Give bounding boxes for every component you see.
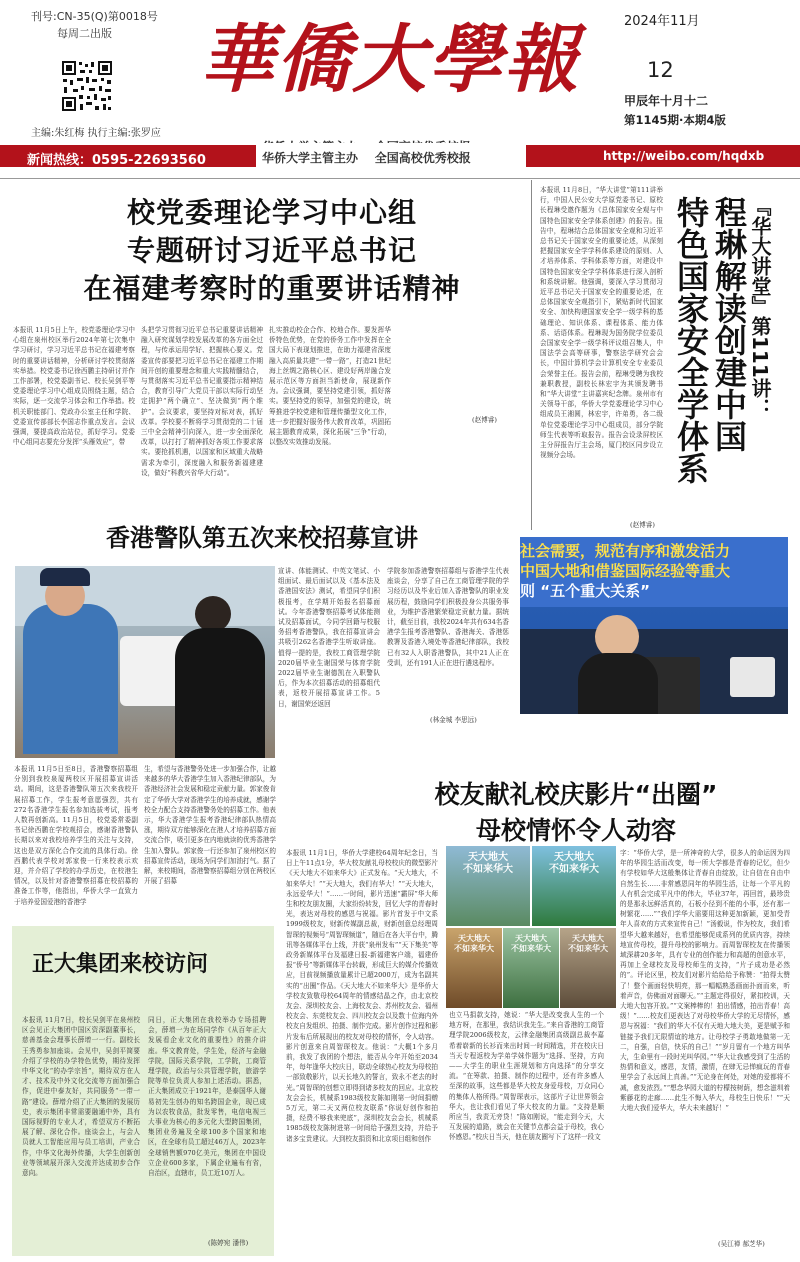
article5-col1: 本报讯 11月7日，校长吴剑平在泉州校区会见正大集团中国区资深副董事长，慈善基金会理事长薛增一一行。副校长王秀勇参加座谈。会见中，吴剑平简要介绍了学校的办学特色优势，期待发挥中华文化“的办学宗旨”，期待双方在人才、技术及中外文化交流等方面加强合作，促进中泰友好，共同服务“一带一路”建设。薛增介绍了正大集团的发展历史，表示集团非常需要融通中外，具有国际视野的专业人才，希望双方不断拓展了解、深化合作。座谈会上，与会人员就人工智能应用与员工培训，产业合作，中华文化海外传播，大学生创新创业等领域展开深入交流并达成初步合作意向。: [22, 1016, 140, 1178]
poster-5-title: 天大地大 不如来华大: [568, 934, 608, 953]
article5-col2: 同日，正大集团在我校举办专场招聘会，薛增一为在场同学作《从百年正大发展看企业文化的重要性》的推介讲座。华文教育处，学生处，经济与金融学院，国际关系学院，工学院，工商管理学院，政治与公共管理学院，旅游学院等单位负责人参加上述活动。据悉，正大集团成立于1921年，是泰国华人谢易初先生创办的知名跨国企业，现已成为以农牧食品，批发零售，电信电视三大事业为核心的多元化大型跨国集团，集团业务遍及全球100多个国家和地区，在全球有员工超过46万人，2023年全球销售额970亿美元，集团在中国设立企业600多家，下属企业遍布有省，自治区，直辖市，员工近10万人。: [148, 1016, 266, 1178]
article3-col2: 生，希望与香港警务处进一步加强合作，让越来越多的华大香港学生加入香港纪律部队，为香港经济社会发展和稳定贡献力量。郭家俊肯定了华侨大学对香港学生的培养成就，感谢学校全力配合支持香港警务处的招募工作。他表示，华大香港学生报考香港纪律部队热情高涨，期待双方能够深化在港人才培养招募方面交流合作，吸引更多在内地就读的优秀香港学生加入警队。郭家俊一行还参加了泉州校区的招募宣传活动，现场为同学们加油打气。据了解，来校期间，香港警察招募组分别在两校区开展了招募: [144, 765, 276, 886]
article1-col1: 本报讯 11月5日上午，校党委理论学习中心组在泉州校区举行2024年第七次集中学习研讨，学习习近平总书记在福建考察时的重要讲话精神，分析研讨学校贯彻落实举措。校党委书记徐西鹏主持研讨并作工作部署，校党委副书记、校长吴剑平等党委理论学习中心组成员围绕主题，结合实际，逐一交流学习体会和工作举措。校机关职能部门、党政办公室主任和学院、党委宣传部部长李国志作重点发言。会议强调，要提高政治站位，抓好学习。党委中心组同志要充分发挥“头雁效应”，带: [13, 326, 135, 447]
article2-headline: [672, 196, 748, 496]
article1-col4-continued: [400, 410, 520, 450]
poster-2-title: 天大地大 不如来华大: [549, 852, 599, 875]
article4-col2: 也立马捐款支持，她说：“华大是改变我人生的一个地方呀，在那里，我结识我先生。”来自香港的工商管理学院2006级校友，云律金融集团高级副总裁李嘉希着崭新的长衫而来出时间一时间精选，并在校庆日当天专程返校为学弟学妹作题为“选择、坚持，方向——大学生的职业生涯规划和方向选择”的分享交流。“在筹款、拍摄、制作的过程中，还有许多感人至深的故事，这些都是华大校友身爱母校，万众同心的集体人格所得。”周智琛表示，这部片子让世界领会华大，也让我们看见了华大校友的力量。“支持是顺所应当，我责无旁贷！”陈如刚说，“能走到今天，大互发展的道路，就会在关键节点都会益于母校，我心怀感恩。”校庆日当天，他在朋友圈写下了这样一段文: [449, 1011, 604, 1142]
article1-headline: [14, 194, 530, 308]
frequency: 每周二出版: [57, 27, 112, 40]
speaker-body: [578, 653, 658, 714]
article1-col2: 头把学习贯彻习近平总书记重要讲话精神融入研究谋划学校发展改革的各方面全过程，与传承运用学好、把握核心要义。党委宣传部要把习近平总书记在福建工作期间开创的重要理念和重大实践精髓结合，与贯彻落实习近平总书记重要指示精神结合，教育引导广大党员干部以实际行动坚定拥护“两个确立”、坚决做到“两个维护”。会议要求，要坚持对标对表，抓好改革。学校要不断将学习贯彻党的二十届三中全会精神引向深入，进一步全面深化改革，以打打了精神抓好各项工作要求落实。要抢抓机遇，以国家和区域重大战略需求为牵引，深度融入和服务新福建建设，做好“科教兴省华大行动”。: [141, 326, 263, 477]
article2-headline-line2: 特色国家安全学体系: [672, 196, 710, 484]
article2-headline-line1: 程琳解读创建中国: [710, 196, 748, 452]
article3-headline: 香港警队第五次来校招募宣讲: [106, 524, 418, 552]
film-poster-4: [502, 927, 560, 1009]
police-recruit-photo: [15, 566, 275, 758]
column-divider: [531, 180, 532, 530]
news-hotline: 新闻热线：0595-22693560: [27, 153, 206, 168]
issue-number: 第1145期·本期4版: [624, 113, 726, 127]
article4-headline: [376, 777, 776, 849]
date-year-month: 2024年11月: [624, 14, 700, 29]
officer-figure: [23, 604, 118, 754]
article3-col3: 宣讲、体能测试、中英文笔试、小组面试、最后面试以及《基本法及香港国安法》测试，希望同学们积极报考，在学期开始报名招募面试。今年香港警察招募考试体能测试及招募面试，今同学回籍与校服务招考香港警队，我在招募宣讲会共吸引262名香港学生听取讲座。值得一提的是，我校工商管理学院2020届毕业生谢国荣与体育学院2022届毕业生谢德凯在入职警队后，作为本次招募活动的招募组代表，返校开展招募宣讲工作。5日，谢国荣还返回: [278, 567, 380, 708]
lunar-date: 甲辰年十月十二: [624, 94, 709, 108]
lecture-screen: [730, 657, 775, 697]
article1-headline-line3: 在福建考察时的重要讲话精神: [83, 272, 461, 305]
lecture-banner: [520, 541, 788, 601]
film-poster-3: [445, 927, 503, 1009]
lecture-banner-line3: 则 “五个重大关系”: [520, 582, 650, 600]
slogan-strip: 华侨大学主管主办 全国高校优秀校报: [262, 151, 471, 165]
film-poster-2: [531, 845, 617, 927]
article4-headline-line1: 校友献礼校庆影片“出圈”: [434, 780, 718, 809]
article1-byline: (赵博睿): [472, 416, 497, 424]
article1-headline-line2: 专题研讨习近平总书记: [126, 234, 417, 267]
date-day: 12: [647, 58, 674, 82]
weibo-link[interactable]: http://weibo.com/hqdxb: [603, 149, 765, 163]
poster-1-title: 天大地大 不如来华大: [463, 852, 513, 875]
article5-byline: (陈婷宛 潘伟): [208, 1239, 249, 1247]
article4-col3: 字：“华侨大学，是一所神奇的大学，很多人的命运因为四年的华园生活而改变，每一所大学都是青春的记忆，但少有学校如华大这般集体让青春自由绽放，让自信在自由中自然生长……非常感恩同年的华园生活，让每一个平凡的人有机会完成平凡中的伟大，毕业37年，再回首，最珍贵的是那永远鲜活真的，石板小径到不能的小事，还有那一树繁花……”“我们学华大需要用这种更加新颖，更加受青年人喜欢的方式来宣传自己！”汤毅说，作为校友，我们希望华大越来越好，也希望能够促成系列的优质内容，持续地宣传母校，提升母校的影响力。而周智琛校友在传播领域深耕20多年，具有专业的创作能力和高超的创意水平，再加上全球校友及母校师生的支持，“片子成功是必然的”。评论区里，校友们对影片给给给予称赞：“拍得太赞了！整个画面轻快明亮，那一幅幅熟悉画面扑面而来，听着声音，仿佛面对面聊天。”“主题定得很好，紧扣校训，天大地大包容开放。”“文案棒棒的！拍出情感，拍出青春！高级！”……校友们更表达了对母校华侨大学的无尽情怀，感恩与祝福：“我们的华大不仅有天地大地大美，更是赋予和链接予我们无限情谊的地方。让母校学子勇敢地做第一无二，自强，自信，快乐的自己！”“岁月留有一个地方叫华大，生命里有一段时光叫华园。”“华大让我感受到了生活的热情和意义，感恩，友情，激情，在肆无忌惮疯玩的青春里学会了永远间上真善。”“无论身在何处，对她的爱都将不减，愈发浓烈。”“想念华园大道的柠檬按树荫，想念滋圳着紫藤花的走廊……此生不悔入华大，母校生日快乐！”“天大地大我们爱华大，华大未来越好！”: [620, 849, 790, 1113]
student-head: [195, 596, 231, 632]
poster-3-title: 天大地大 不如来华大: [454, 934, 494, 953]
article4-headline-line2: 母校情怀令人动容: [475, 816, 676, 845]
issn-code: 刊号:CN-35(Q)第0018号: [31, 10, 158, 23]
article5-headline: 正大集团来校访问: [32, 952, 209, 977]
article3-col1: 本报讯 11月5日至8日，香港警察招募组分别到我校泉厦两校区开展招募宣讲活动。期间，这是香港警队第五次来我校开展招募工作，学生报考意愿强烈，共有272名香港学生报名参加选拔考试，报考人数再创新高。11月5日，校党委常委副书记徐西鹏在学校观招会，感谢香港警队长期以来对我校培养学生的关注与支持，这也是双方深化合作交流的具体行动。徐西鹏代表学校对郭家俊一行来校表示欢迎，并介绍了学校的办学历史，在校港生情况，以及针对香港警察招募在校招募的准备工作等，他指出，华侨大学一直致力于培养爱国爱港的香港学: [14, 765, 138, 906]
article2-byline: (赵博睿): [630, 521, 655, 529]
student-figure: [175, 628, 265, 758]
article2-body: 本报讯 11月8日，“华大讲堂”第111讲举行，中国人民公安大学原党委书记、原校长程琳受邀作题为《总体国家安全观与中国特色国家安全学体系创建》的报告。报告中，程琳结合总体国家安全观和习近平总书记关于国家安全的重要论述，从深刻把握国家安全学学科体系建设的原则、人才培养体系、学科体系等方面，对建设中国特色国家安全学学科体系进行深入剖析和系统讲解。他强调，要深入学习贯彻习近平总书记关于国家安全的重要论述，在总体国家安全观指引下，紧贴新时代国家安全、加快构建国家安全学一级学科的基础理论、知识体系、课程体系、能力体系、话语体系。程琳现为国务院学位委员会国家安全学一级学科评议组召集人，中国法学会高等研事，警察法学研究会会长，中国计算机学会计算机安全专业委员会荣誉主任。报告会前，程琳受聘为我校兼职教授，副校长林宏宇为其颁发聘书和“华大讲堂”主讲嘉宾纪念牌。泉州市有关领导干部，华侨大学党委理论学习中心组成员王湘圆，林宏宇，许弟勇，各二级单位党委理论学习中心组成员，部分学院师生代表等听取报告。报告会设录屏校区主分屏报告厅主会场，厦门校区同步设立视频分会场。: [540, 186, 663, 460]
officer-cap: [40, 568, 90, 586]
film-poster-5: [559, 927, 617, 1009]
article1-headline-line1: 校党委理论学习中心组: [126, 196, 417, 229]
article2-kicker: 『华大讲堂』第111讲：: [748, 196, 772, 418]
lecture-banner-line2: 中国大地和借鉴国际经验等重大: [520, 562, 731, 580]
masthead-title: 華僑大學報: [200, 17, 580, 103]
editors-line: 主编:朱红梅 执行主编:张罗应: [31, 128, 161, 139]
article1-col3: 扎实推动校企合作、校地合作。要发挥华侨特色优势，在党的侨务工作中发挥在全国大局下表现划推进，在助力福建省深度融入高质量共建“一带一路”，打造21世纪海上丝绸之路核心区、建设好两岸融合发展示范区等方面担当新使命，展现新作为。会议强调，要坚持党建引领，抓好落实。要坚持党的领导，加强党的建设，统筹推进学校党建和管理传播型文化工作，进一步把握好服务伟大教育改革，巩固拓展主题教育成果，深化拓展“三争”行动，以整改实效推动发展。: [269, 326, 391, 447]
poster-4-title: 天大地大 不如来华大: [511, 934, 551, 953]
film-posters: [445, 845, 615, 1007]
lecture-photo: [520, 537, 788, 714]
article4-byline: (吴江禅 郝芝华): [718, 1240, 765, 1248]
lecture-banner-line1: 社会需要，规范有序和激发活力: [520, 542, 731, 560]
article3-byline: (林金城 李思远): [430, 716, 477, 724]
film-poster-1: [445, 845, 531, 927]
article3-col4: 学院参加香港警察招募组与香港学生代表座谈会，分享了自己在工商管理学院的学习经历以及毕业后加入香港警队的职业发展历程，鼓励同学们积极投身公共服务事业，为维护香港繁荣稳定贡献力量。据统计，截至目前，我校2024年共有634名香港学生报考香港警队、香港海关、香港惩教署及香港入境处等香港纪律部队，我校已有32人入职香港警队，其中21人正在受训，还有191人正在进行遴选程序。: [387, 567, 509, 667]
article4-col1: 本报讯 11月1日，华侨大学建校64周年纪念日，当日上午11点1分，华大校友献礼母校校庆的微型影片《天大地大不如来华大》正式发布。“天大地大，不如来华大！”“天大地大，我们有华大！”“天大地大，永远爱华大！”……一时间，影片迅速“霸屏”华大师生和校友朋友圈，大家纷纷转发，回忆大学的青春时光，表达对母校的感恩与祝福。影片首发于中文系1999级校友，财新传媒副总裁，财新创意总经理周智琛的视频号“周智琛频道”，随后在各大平台中，腾讯等各媒体平台上线，并获“泉州发布”“天下集美”等政务新媒体平台及福建日报-新福建客户端，福建侨报“侨号”等新媒体平台转载，形成巨大的媒介传播效应，目前视频播放量累计已超2000万，成为名副其实的“出圈”作品。《天大地大不如来华大》是华侨大学校友致敬母校64周年的情感结晶之作，由北京校友会、深圳校友会、上海校友会、苏州校友会、福州校友会、东莞校友会、四川校友会以及数十位海内外校友自发组织、拍摄、制作完成。影片创作过程和影片发布后所展现出的校友对母校的情怀，令人动容。影片创意来自周智琛校友。他说：“大概1个多月前，我发了我团的个想法，能否从今年开始至2034年，每年逢华大校庆日，联动全球热心校友为母校拍一部致敬影片，以天长地久的誓言，致永不老去的时光。”周智琛的创想立即得到诸多校友的回应。北京校友会会长，机械系1983级校友陈如刚第一时间捐赠5万元，第二天又两位校友联系“你说好创作和拍摄，经费不够我来兜底”，深圳校友会会长，机械系1985级校友陈树进第一时间给予强烈支持，并给予诸多宝贵建议。大到校友捐资和北京项目组和创作: [286, 849, 438, 1143]
qr-code: [61, 60, 113, 112]
top-divider: [0, 178, 800, 179]
